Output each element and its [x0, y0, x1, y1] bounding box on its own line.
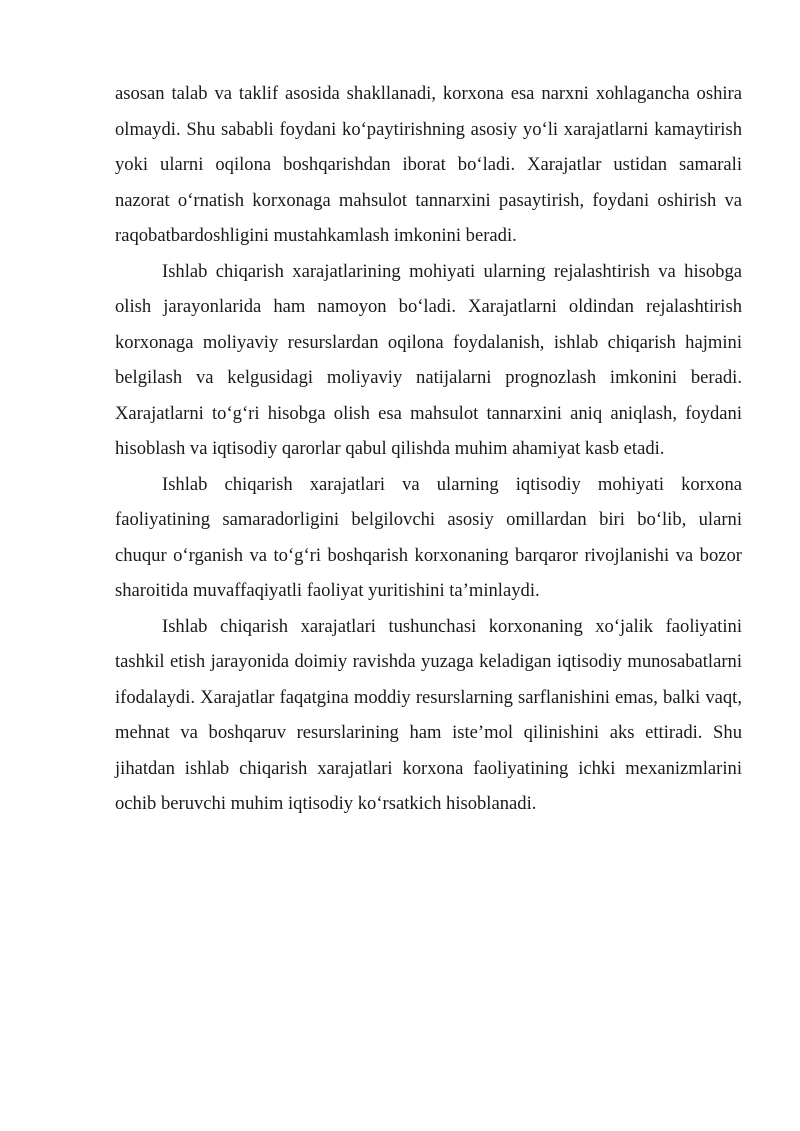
paragraph-efficiency: Ishlab chiqarish xarajatlari va ularning iqtisodiy mohiyati korxona faoliyatining samaradorligini belgilovchi asosiy omillardan biri bo‘lib, ularni chuqur o‘rganish va to‘g‘ri boshqarish korxonaning barqaror rivojlanishi va bozor sharoitida muvaffaqiyatli faoliyat yuritishini ta’minlaydi.	[115, 473, 742, 601]
document-page	[115, 76, 742, 822]
paragraph-concept: Ishlab chiqarish xarajatlari tushunchasi korxonaning xo‘jalik faoliyatini tashkil etish jarayonida doimiy ravishda yuzaga keladigan iqtisodiy munosabatlarni ifodalaydi. Xarajatlar faqatgina moddiy resurslarning sarflanishini emas, balki vaqt, mehnat va boshqaruv resurslarining ham iste’mol qilinishini aks ettiradi. Shu jihatdan ishlab chiqarish xarajatlari korxona faoliyatining ichki mexanizmlarini ochib beruvchi muhim iqtisodiy ko‘rsatkich hisoblanadi.	[115, 615, 742, 814]
paragraph-planning: Ishlab chiqarish xarajatlarining mohiyati ularning rejalashtirish va hisobga olish jarayonlarida ham namoyon bo‘ladi. Xarajatlarni oldindan rejalashtirish korxonaga moliyaviy resurslardan oqilona foydalanish, ishlab chiqarish hajmini belgilash va kelgusidagi moliyaviy natijalarni prognozlash imkonini beradi. Xarajatlarni to‘g‘ri hisobga olish esa mahsulot tannarxini aniq aniqlash, foydani hisoblash va iqtisodiy qarorlar qabul qilishda muhim ahamiyat kasb etadi.	[115, 260, 742, 459]
paragraph-continuation: asosan talab va taklif asosida shakllanadi, korxona esa narxni xohlagancha oshira olmaydi. Shu sababli foydani ko‘paytirishning asosiy yo‘li xarajatlarni kamaytirish yoki ularni oqilona boshqarishdan iborat bo‘ladi. Xarajatlar ustidan samarali nazorat o‘rnatish korxonaga mahsulot tannarxini pasaytirish, foydani oshirish va raqobatbardoshligini mustahkamlash imkonini beradi.	[115, 83, 742, 246]
